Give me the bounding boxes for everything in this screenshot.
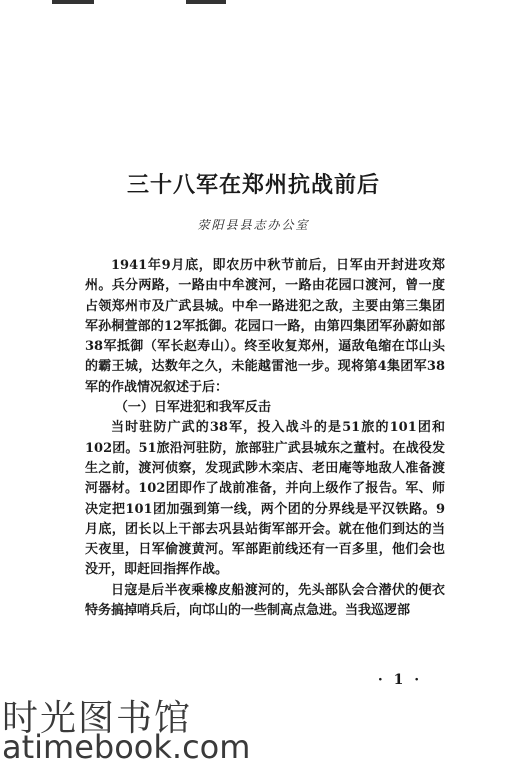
article-body [85, 256, 445, 621]
paragraph-3: 日寇是后半夜乘橡皮船渡河的，先头部队会合潜伏的便衣特务搞掉哨兵后，向邙山的一些制高点急进。当我巡逻部 [85, 582, 445, 619]
top-edge-mark-right [186, 0, 226, 4]
top-edge-mark-left [52, 0, 94, 4]
author-line: 荥阳县县志办公室 [197, 218, 310, 232]
watermark-url: atimebook.com [2, 728, 251, 766]
page-number: · 1 · [377, 672, 423, 688]
page-title: 三十八军在郑州抗战前后 [126, 172, 380, 198]
section-heading: （一）日军进犯和我军反击 [114, 400, 271, 416]
watermark-title: 时光图书馆 [2, 698, 193, 739]
paragraph-2: 当时驻防广武的38军，投入战斗的是51旅的101团和102团。51旅沿河驻防，旅部驻广武县城东之董村。在战役发生之前，渡河侦察，发现武陟木栾店、老田庵等地敌人准备渡河器材。102团即作了战前准备，并向上级作了报告。军、师决定把101团加强到第一线，两个团的分界线是平汉铁路。9月底，团长以上干部去巩县站街军部开会。就在他们到达的当天夜里，日军偷渡黄河。军部距前线还有一百多里，他们会也没开，即赶回指挥作战。 [85, 420, 445, 578]
paragraph-1: 1941年9月底，即农历中秋节前后，日军由开封进攻郑州。兵分两路，一路由中牟渡河，一路由花园口渡河，曾一度占领郑州市及广武县城。中牟一路进犯之敌，主要由第三集团军孙桐萱部的12军抵御。花园口一路，由第四集团军孙蔚如部38军抵御（军长赵寿山）。终至收复郑州，逼敌龟缩在邙山头的霸王城，达数年之久，未能越雷池一步。现将第4集团军38军的作战情况叙述于后： [85, 258, 445, 395]
